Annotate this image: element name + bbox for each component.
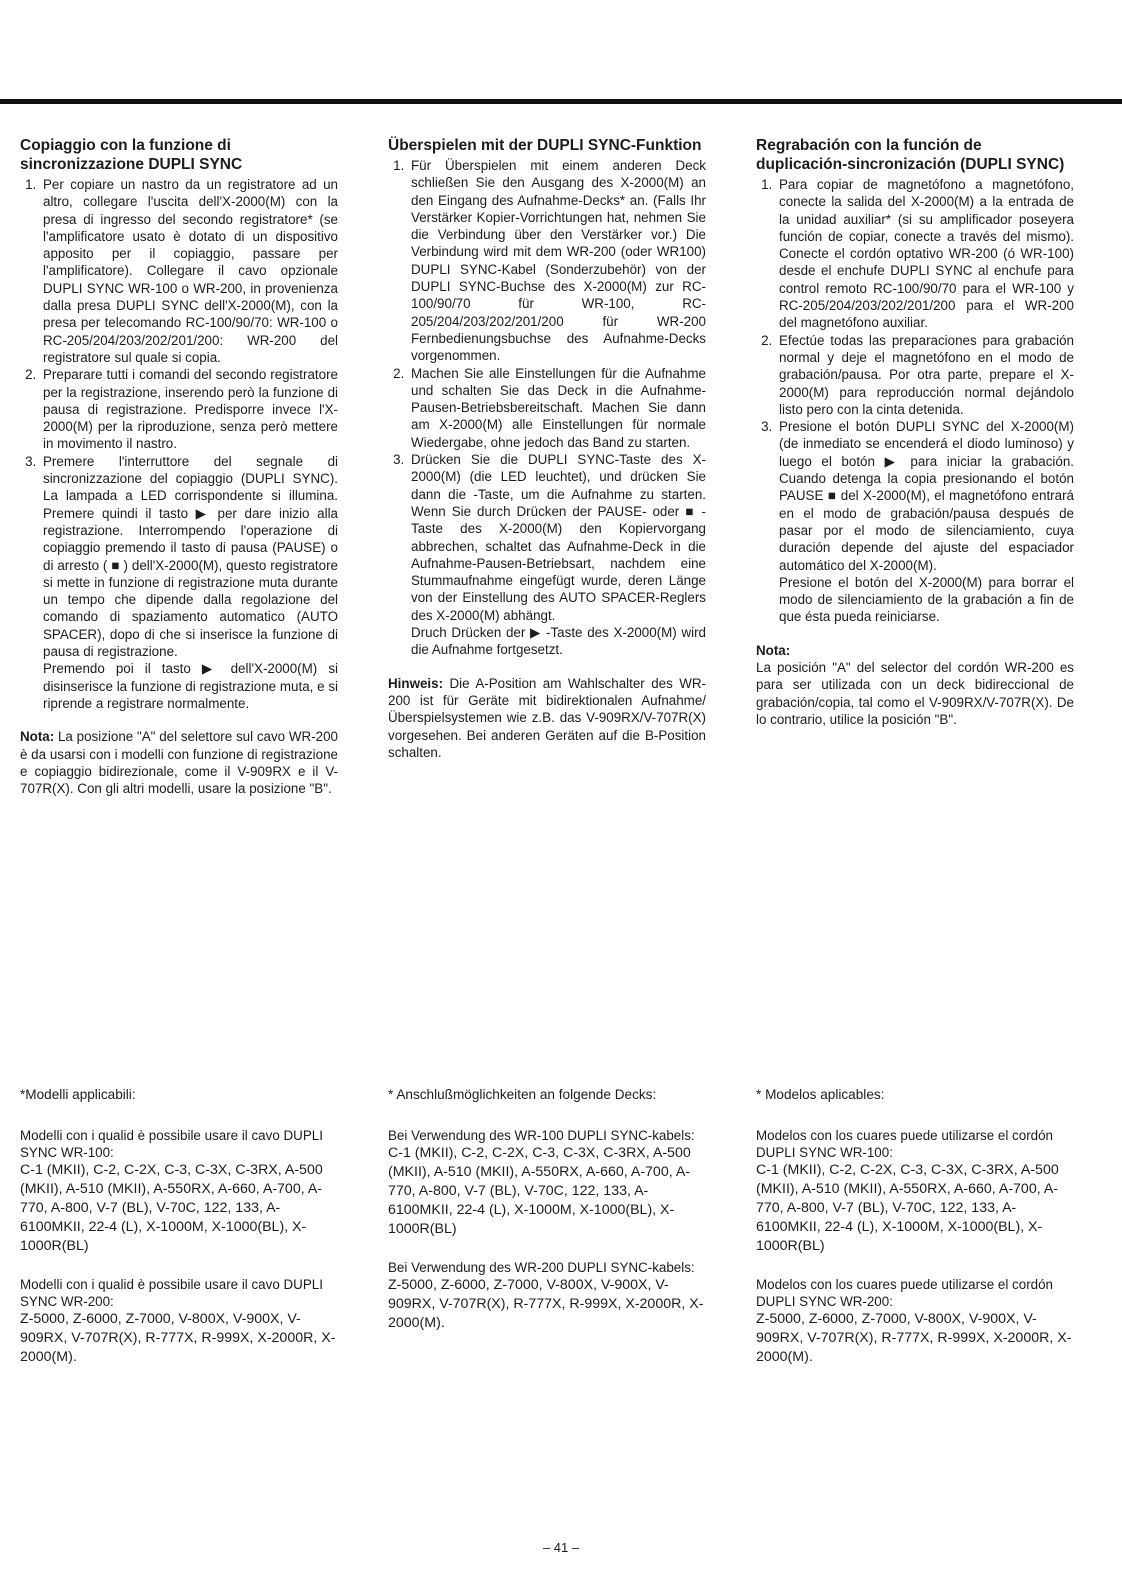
italian-note-label: Nota: [20,729,55,745]
italian-steps [20,176,338,712]
spanish-wr100-models: C-1 (MKII), C-2, C-2X, C-3, C-3X, C-3RX, A-500 (MKII), A-510 (MKII), A-550RX, A-660, A-700, A-770, A-800, V-7 (BL), V-70C, 122, 133, A-6100MKII, 22-4 (L), X-1000M, X-1000(BL), X-1000R(BL) [756,1162,1059,1254]
italian-wr200-intro: Modelli con i qualid è possibile usare il cavo DUPLI SYNC WR-200: [20,1277,323,1309]
italian-step-3-extra: Premendo poi il tasto ▶ dell'X-2000(M) si disinserisce la funzione di registrazione muta, e si riprende a registrare normalmente. [43,661,338,711]
spanish-applicable-models [756,1086,1074,1387]
spanish-steps [756,176,1074,626]
german-wr200-models: Z-5000, Z-6000, Z-7000, V-800X, V-900X, V-909RX, V-707R(X), R-777X, R-999X, X-2000R, X-2000(M). [388,1277,704,1331]
spanish-heading: Regrabación con la función de duplicación-sincronización (DUPLI SYNC) [756,137,1065,173]
italian-step-3-text: 3. Premere l'interruttore del segnale di sincronizzazione del copiaggio (DUPLI SYNC). La lampada a LED corrispondente si illumina. Premere quindi il tasto ▶ per dare inizio alla registrazione. Interrompendo l'operazione di copiaggio premendo il tasto di pausa (PAUSE) o di arresto ( ■ ) dell'X-2000(M), questo registratore si mette in funzione di registrazione muta durante un tempo che dipende dalla regolazione del comando di spaziamento automatico (AUTO SPACER), dopo di che si inserisce la funzione di pausa di registrazione. [43,453,338,660]
italian-step-1: 1. Per copiare un nastro da un registratore ad un altro, collegare l'uscita dell'X-2000(M) con la presa di ingresso del secondo registratore* (se l'amplificatore usato è dotato di un dispositivo apposito per il copiaggio, passare per l'amplificatore). Collegare il cavo opzionale DUPLI SYNC WR-100 o WR-200, in provenienza dalla presa DUPLI SYNC dell'X-2000(M), con la presa per telecomando RC-100/90/70: WR-100 o RC-205/204/203/202/201/200: WR-200 del registratore sul quale si copia. [40,176,338,366]
top-rule [0,99,1122,104]
spanish-wr100-intro: Modelos con los cuares puede utilizarse el cordón DUPLI SYNC WR-100: [756,1128,1053,1160]
spanish-step-3 [776,418,1074,626]
spanish-applicable-title: * Modelos aplicables: [756,1087,885,1102]
german-applicable-models [388,1086,706,1353]
german-note [388,675,706,761]
german-wr200-intro: Bei Verwendung des WR-200 DUPLI SYNC-kabels: [388,1260,695,1275]
german-note-text: Die A-Position am Wahlschalter des WR-200 ist für Geräte mit bidirektionalen Aufnahme/Überspielsystemen wie z.B. das V-909RX/V-707R(X) vorgesehen. Bei anderen Geräten auf die B-Position schalten. [388,675,706,760]
italian-wr200-group [20,1276,338,1367]
german-step-3 [408,451,706,659]
spanish-note [756,642,1074,728]
spanish-step-3-extra: Presione el botón del X-2000(M) para borrar el modo de silenciamiento de la grabación a fin de que ésta pueda reiniciarse. [779,574,1074,625]
german-note-label: Hinweis: [388,675,444,691]
german-steps [388,157,706,659]
german-step-2: 2. Machen Sie alle Einstellungen für die Aufnahme und schalten Sie das Deck in die Aufnahme-Pausen-Betriebsbereitschaft. Machen Sie dann am X-2000(M) alle Einstellungen für normale Wiedergabe, ohne jedoch das Band zu starten. [408,365,706,451]
italian-note-text: La posizione "A" del selettore sul cavo WR-200 è da usarsi con i modelli con funzione di registrazione e copiaggio bidirezionale, come il V-909RX e il V-707R(X). Con gli altri modelli, usare la posizione "B". [20,729,338,797]
german-step-3-extra: Druch Drücken der ▶ -Taste des X-2000(M) wird die Aufnahme fortgesetzt. [411,625,706,658]
german-wr200-group [388,1259,706,1333]
spanish-wr200-group [756,1276,1074,1367]
german-applicable-title: * Anschlußmöglichkeiten an folgende Decks: [388,1087,657,1102]
italian-note [20,728,338,797]
italian-wr100-intro: Modelli con i qualid è possibile usare il cavo DUPLI SYNC WR-100: [20,1128,323,1160]
page-number: – 41 – [542,1540,580,1555]
italian-wr100-models: C-1 (MKII), C-2, C-2X, C-3, C-3X, C-3RX, A-500 (MKII), A-510 (MKII), A-550RX, A-660, A-700, A-770, A-800, V-7 (BL), V-70C, 122, 133, A-6100MKII, 22-4 (L), X-1000M, X-1000(BL), X-1000R(BL) [20,1162,323,1254]
italian-wr100-group [20,1127,338,1256]
spanish-note-text: La posición "A" del selector del cordón WR-200 es para ser utilizada con un deck bidireccional de grabación/copia, tal como el V-909RX/V-707R(X). De lo contrario, utilice la posición "B". [756,660,1074,727]
spanish-step-3-text: 3. Presione el botón DUPLI SYNC del X-2000(M) (de inmediato se encenderá el diodo luminoso) y luego el botón ▶ para iniciar la grabación. Cuando detenga la copia presionando el botón PAUSE ■ del X-2000(M), el magnetófono entrará en el modo de grabación/pausa después de pasar por el modo de silenciamiento, cuya duración depende del ajuste del espaciador automático del X-2000(M). [779,419,1074,573]
german-heading: Überspielen mit der DUPLI SYNC-Funktion [388,137,702,154]
german-wr100-intro: Bei Verwendung des WR-100 DUPLI SYNC-kabels: [388,1128,695,1143]
spanish-step-2: 2. Efectúe todas las preparaciones para grabación normal y deje el magnetófono en el modo de grabación/pausa. Por otra parte, prepare el X-2000(M) para reproducción normal dejándolo listo pero con la cinta detenida. [776,332,1074,418]
german-instructions [388,136,706,761]
german-step-1: 1. Für Überspielen mit einem anderen Deck schließen Sie den Ausgang des X-2000(M) an den Eingang des Aufnahme-Decks* an. (Falls Ihr Verstärker Kopier-Vorrichtungen hat, nehmen Sie die Verbindung über den Verstärker vor.) Die Verbindung wird mit dem WR-200 (oder WR100) DUPLI SYNC-Kabel (Sonderzubehör) von der DUPLI SYNC-Buchse des X-2000(M) zur RC-100/90/70 für WR-100, RC-205/204/203/202/201/200 für WR-200 Fernbedienungsbuchse des Aufnahme-Decks vorgenommen. [408,157,706,365]
german-step-3-text: 3. Drücken Sie die DUPLI SYNC-Taste des X-2000(M) (die LED leuchtet), und drücken Sie dann die -Taste, um die Aufnahme zu starten. Wenn Sie durch Drücken der PAUSE- oder ■ -Taste des X-2000(M) den Kopiervorgang abbrechen, schaltet das Aufnahme-Deck in die Aufnahme-Pausen-Betriebsart, nachdem eine Stummaufnahme eingefügt wurde, deren Länge von der Einstellung des AUTO SPACER-Reglers des X-2000(M) abhängt. [411,452,706,623]
spanish-note-label: Nota: [756,642,791,658]
italian-heading: Copiaggio con la funzione di sincronizzazione DUPLI SYNC [20,137,243,173]
italian-step-2: 2. Preparare tutti i comandi del secondo registratore per la registrazione, inserendo però la funzione di pausa di registrazione. Predisporre invece l'X-2000(M) per la riproduzione, senza però mettere in movimento il nastro. [40,366,338,452]
italian-step-3 [40,453,338,712]
spanish-wr200-intro: Modelos con los cuares puede utilizarse el cordón DUPLI SYNC WR-200: [756,1277,1053,1309]
italian-wr200-models: Z-5000, Z-6000, Z-7000, V-800X, V-900X, V-909RX, V-707R(X), R-777X, R-999X, X-2000R, X-2000(M). [20,1311,336,1365]
italian-instructions [20,136,338,797]
spanish-wr100-group [756,1127,1074,1256]
spanish-wr200-models: Z-5000, Z-6000, Z-7000, V-800X, V-900X, V-909RX, V-707R(X), R-777X, R-999X, X-2000R, X-2000(M). [756,1311,1072,1365]
german-wr100-group [388,1127,706,1239]
italian-applicable-title: *Modelli applicabili: [20,1087,136,1102]
german-wr100-models: C-1 (MKII), C-2, C-2X, C-3, C-3X, C-3RX, A-500 (MKII), A-510 (MKII), A-550RX, A-660, A-700, A-770, A-800, V-7 (BL), V-70C, 122, 133, A-6100MKII, 22-4 (L), X-1000M, X-1000(BL), X-1000R(BL) [388,1145,691,1237]
spanish-instructions [756,136,1074,728]
italian-applicable-models [20,1086,338,1387]
spanish-step-1: 1. Para copiar de magnetófono a magnetófono, conecte la salida del X-2000(M) a la entrada de la unidad auxiliar* (si su amplificador poseyera función de copiar, conecte a través del mismo). Conecte el cordón optativo WR-200 (ó WR-100) desde el enchufe DUPLI SYNC al enchufe para control remoto RC-100/90/70 para el WR-100 y RC-205/204/203/202/201/200 para el WR-200 del magnetófono auxiliar. [776,176,1074,332]
